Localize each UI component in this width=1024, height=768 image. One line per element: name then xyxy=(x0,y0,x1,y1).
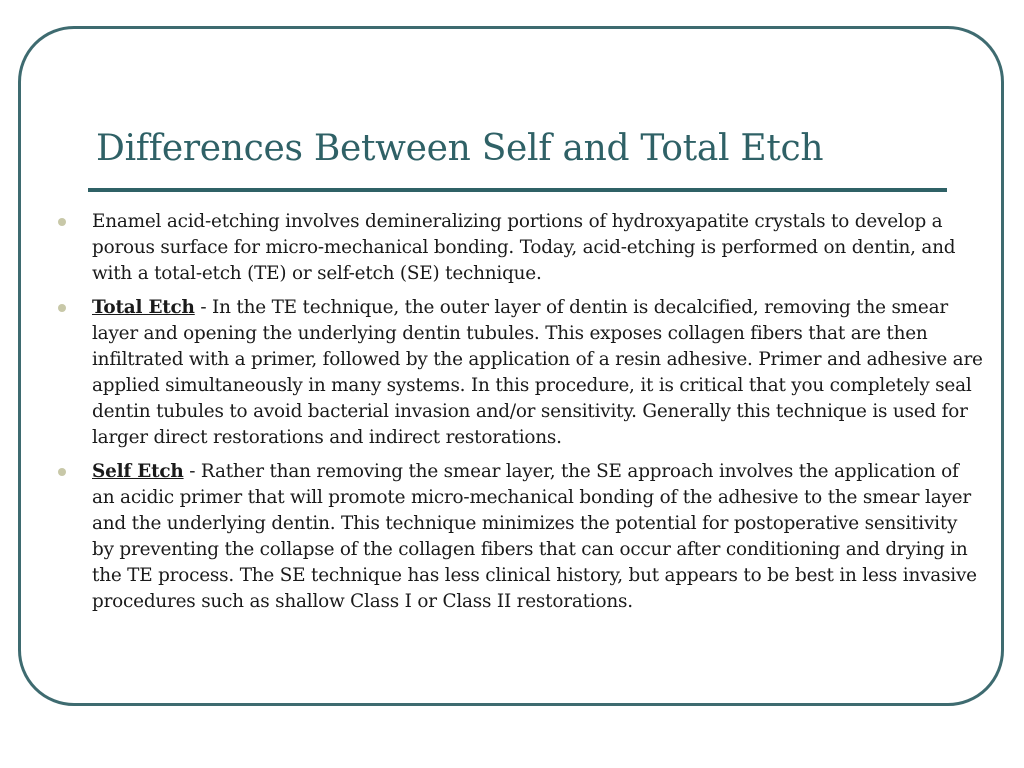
bullet-dot-icon xyxy=(58,218,66,226)
bullet-text: Enamel acid-etching involves demineralizing portions of hydroxyapatite crystals to develop a porous surface for micro-mechanical bonding. Today, acid-etching is performed on dentin, and with a total-etch (TE) or self-etch (SE) technique. xyxy=(92,211,956,284)
bullet-separator: - xyxy=(194,297,213,318)
bullet-term: Self Etch xyxy=(92,461,184,482)
bullet-separator: - xyxy=(183,461,201,482)
bullet-item-self-etch xyxy=(56,459,984,615)
bullet-list xyxy=(56,209,984,623)
bullet-text: Rather than removing the smear layer, the SE approach involves the application of an acidic primer that will promote micro-mechanical bonding of the adhesive to the smear layer and the underlying dentin. This technique minimizes the potential for postoperative sensitivity by preventing the collapse of the collagen fibers that can occur after conditioning and drying in the TE process. The SE technique has less clinical history, but appears to be best in less invasive procedures such as shallow Class I or Class II restorations. xyxy=(92,461,977,612)
bullet-dot-icon xyxy=(58,468,66,476)
bullet-dot-icon xyxy=(58,304,66,312)
bullet-text: In the TE technique, the outer layer of dentin is decalcified, removing the smear layer and opening the underlying dentin tubules. This exposes collagen fibers that are then infiltrated with a primer, followed by the application of a resin adhesive. Primer and adhesive are applied simultaneously in many systems. In this procedure, it is critical that you completely seal dentin tubules to avoid bacterial invasion and/or sensitivity. Generally this technique is used for larger direct restorations and indirect restorations. xyxy=(92,297,983,448)
slide-title: Differences Between Self and Total Etch xyxy=(96,128,824,169)
title-underline xyxy=(88,188,947,192)
bullet-item-intro xyxy=(56,209,984,287)
bullet-item-total-etch xyxy=(56,295,984,451)
bullet-term: Total Etch xyxy=(92,297,195,318)
